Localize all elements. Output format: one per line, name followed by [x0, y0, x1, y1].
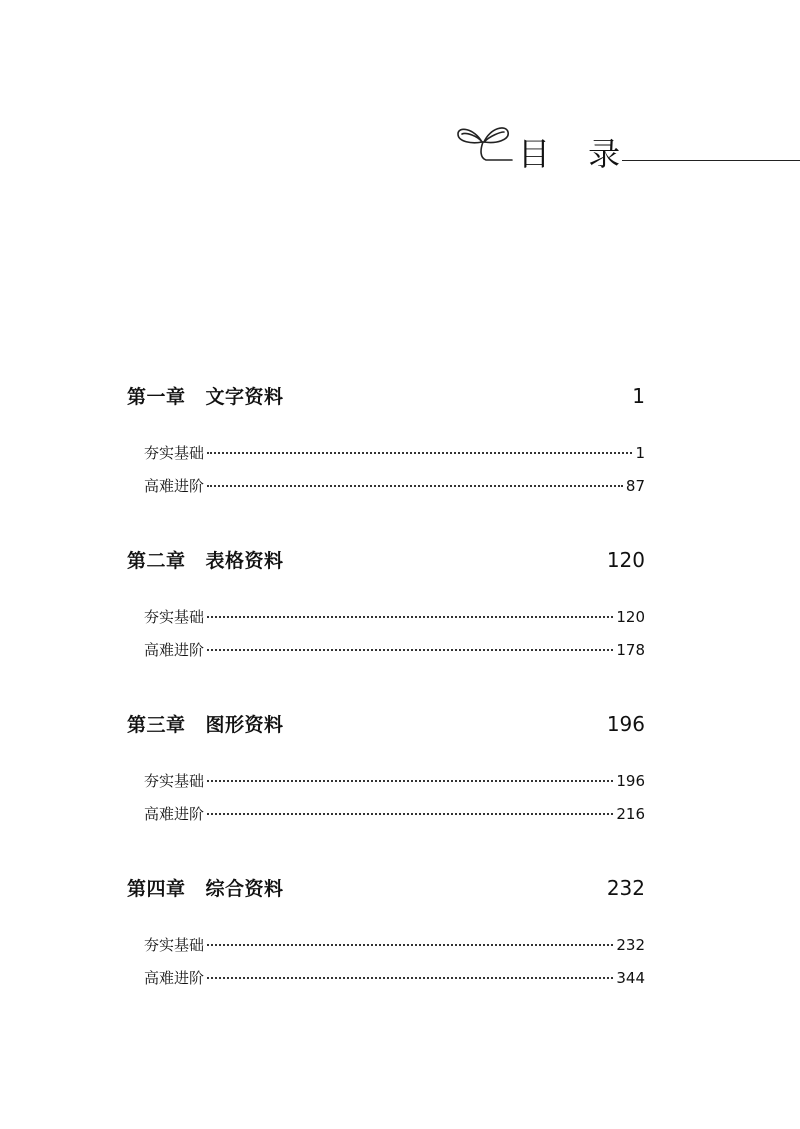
dot-leader	[207, 977, 613, 979]
sprout-icon	[452, 112, 516, 176]
chapter-label	[127, 710, 284, 737]
chapter-page: 1	[632, 384, 645, 408]
entry-page: 232	[616, 936, 645, 954]
chapter-3	[127, 710, 645, 836]
entry-label: 高难进阶	[144, 477, 205, 495]
entry-page: 178	[616, 641, 645, 659]
entry-list	[127, 770, 645, 836]
entry-list	[127, 606, 645, 672]
toc-entry[interactable]	[127, 442, 645, 475]
dot-leader	[207, 616, 613, 618]
entry-label: 高难进阶	[144, 969, 205, 987]
chapter-4	[127, 874, 645, 1000]
dot-leader	[207, 780, 613, 782]
chapter-number: 第四章	[127, 878, 186, 900]
entry-label: 高难进阶	[144, 805, 205, 823]
table-of-contents	[127, 382, 645, 1038]
entry-page: 216	[616, 805, 645, 823]
chapter-number: 第一章	[127, 386, 186, 408]
entry-label: 夯实基础	[144, 936, 205, 954]
toc-entry[interactable]	[127, 803, 645, 836]
entry-page: 196	[616, 772, 645, 790]
entry-label: 夯实基础	[144, 608, 205, 626]
dot-leader	[207, 944, 613, 946]
toc-entry[interactable]	[127, 606, 645, 639]
chapter-page: 120	[606, 548, 645, 572]
chapter-label	[127, 874, 284, 901]
chapter-1	[127, 382, 645, 508]
chapter-heading[interactable]	[127, 874, 645, 914]
entry-label: 夯实基础	[144, 772, 205, 790]
entry-page: 1	[635, 444, 645, 462]
chapter-number: 第三章	[127, 714, 186, 736]
chapter-label	[127, 546, 284, 573]
entry-list	[127, 934, 645, 1000]
chapter-page: 196	[606, 712, 645, 736]
chapter-number: 第二章	[127, 550, 186, 572]
entry-label: 夯实基础	[144, 444, 205, 462]
chapter-title: 图形资料	[205, 714, 284, 736]
dot-leader	[207, 452, 632, 454]
toc-entry[interactable]	[127, 967, 645, 1000]
entry-page: 87	[625, 477, 645, 495]
chapter-label	[127, 382, 284, 409]
dot-leader	[207, 813, 613, 815]
toc-entry[interactable]	[127, 934, 645, 967]
chapter-title: 文字资料	[205, 386, 284, 408]
toc-entry[interactable]	[127, 639, 645, 672]
chapter-heading[interactable]	[127, 710, 645, 750]
toc-entry[interactable]	[127, 475, 645, 508]
chapter-2	[127, 546, 645, 672]
entry-label: 高难进阶	[144, 641, 205, 659]
entry-page: 120	[616, 608, 645, 626]
page-title: 目 录	[518, 135, 635, 173]
chapter-title: 表格资料	[205, 550, 284, 572]
chapter-title: 综合资料	[205, 878, 284, 900]
chapter-heading[interactable]	[127, 382, 645, 422]
toc-entry[interactable]	[127, 770, 645, 803]
title-rule	[622, 160, 800, 161]
chapter-heading[interactable]	[127, 546, 645, 586]
entry-page: 344	[616, 969, 645, 987]
dot-leader	[207, 485, 623, 487]
entry-list	[127, 442, 645, 508]
toc-header	[452, 112, 800, 182]
dot-leader	[207, 649, 613, 651]
chapter-page: 232	[606, 876, 645, 900]
